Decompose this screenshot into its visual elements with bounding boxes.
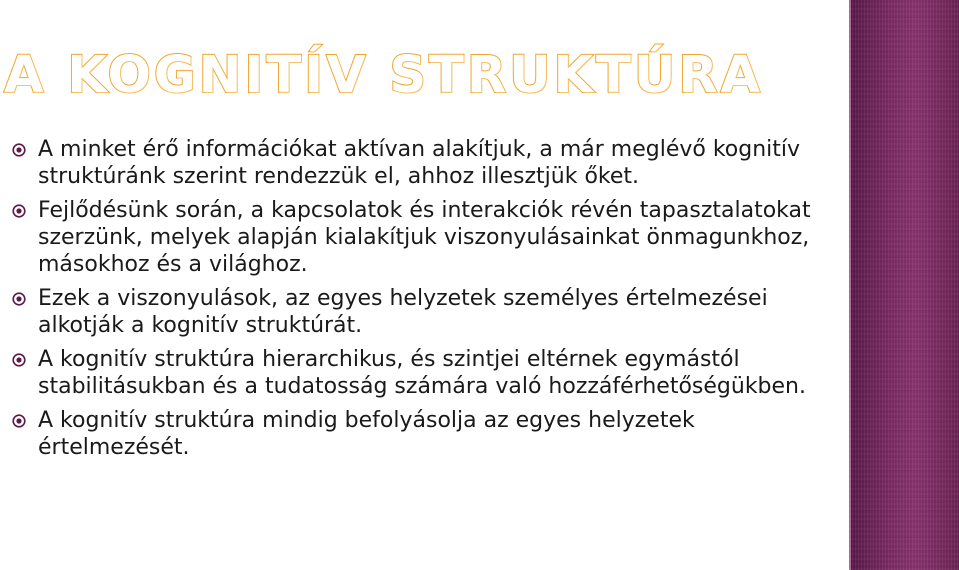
bullet-text: A minket érő információkat aktívan alakítjuk, a már meglévő kognitív struktúránk szerint rendezzük el, ahhoz illesztjük őket. xyxy=(38,137,801,189)
circled-dot-icon xyxy=(12,143,26,157)
circled-dot-icon xyxy=(12,292,26,306)
bullet-item xyxy=(12,136,812,190)
bullet-text: Fejlődésünk során, a kapcsolatok és interakciók révén tapasztalatokat szerzünk, melyek alapján kialakítjuk viszonyulásainkat önmagunkhoz, másokhoz és a világhoz. xyxy=(38,198,811,277)
bullet-text: A kognitív struktúra mindig befolyásolja az egyes helyzetek értelmezését. xyxy=(38,408,695,460)
bullet-text: Ezek a viszonyulások, az egyes helyzetek személyes értelmezései alkotják a kognitív struktúrát. xyxy=(38,286,768,338)
bullet-text: A kognitív struktúra hierarchikus, és szintjei eltérnek egymástól stabilitásukban és a tudatosság számára való hozzáférhetőségükben. xyxy=(38,347,806,399)
bullet-item xyxy=(12,285,812,339)
circled-dot-icon xyxy=(12,204,26,218)
circled-dot-icon xyxy=(12,414,26,428)
bullet-item xyxy=(12,197,812,278)
bullet-item xyxy=(12,407,812,461)
slide-title: A KOGNITÍV STRUKTÚRA xyxy=(4,46,763,105)
circled-dot-icon xyxy=(12,353,26,367)
bullet-item xyxy=(12,346,812,400)
bullet-list xyxy=(12,136,812,468)
decorative-side-band xyxy=(849,0,959,570)
